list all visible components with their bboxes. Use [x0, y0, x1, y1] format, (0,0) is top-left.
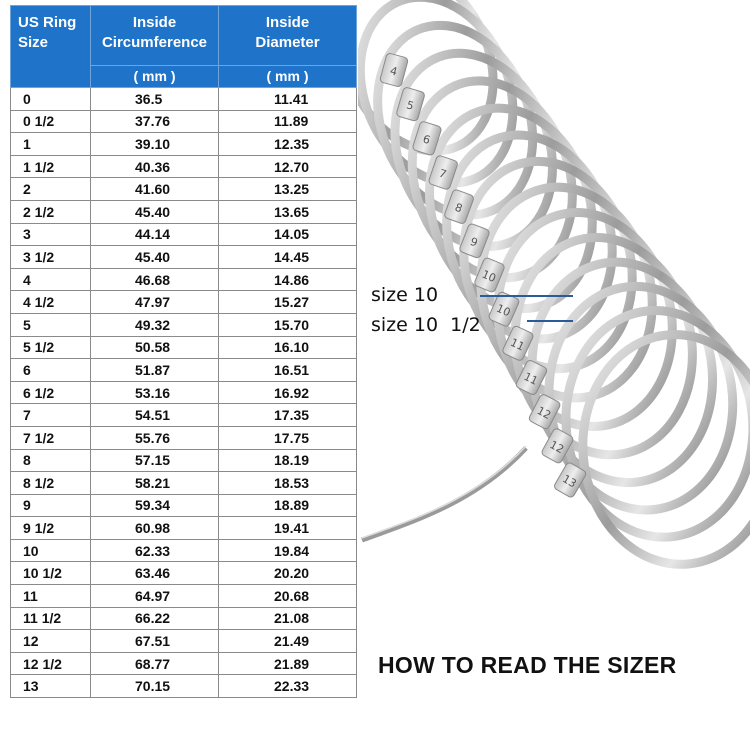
cell-ring-size: 9	[11, 494, 91, 517]
cell-diameter: 20.20	[219, 562, 357, 585]
cell-ring-size: 8 1/2	[11, 472, 91, 495]
cell-diameter: 16.92	[219, 381, 357, 404]
size-tag-number: 5	[404, 98, 416, 113]
cell-diameter: 14.05	[219, 223, 357, 246]
cell-ring-size: 6 1/2	[11, 381, 91, 404]
cell-ring-size: 10 1/2	[11, 562, 91, 585]
cell-ring-size: 3 1/2	[11, 246, 91, 269]
cell-ring-size: 4 1/2	[11, 291, 91, 314]
table-row	[11, 359, 357, 382]
cell-circumference: 50.58	[91, 336, 219, 359]
size-tag-number: 6	[421, 132, 432, 148]
size-tag-number: 13	[560, 472, 579, 491]
table-row	[11, 200, 357, 223]
table-row	[11, 404, 357, 427]
size-tag-number: 9	[468, 234, 480, 250]
cell-ring-size: 5	[11, 313, 91, 336]
table-row	[11, 585, 357, 608]
cell-diameter: 20.68	[219, 585, 357, 608]
cell-circumference: 51.87	[91, 359, 219, 382]
cell-circumference: 47.97	[91, 291, 219, 314]
cell-ring-size: 12 1/2	[11, 652, 91, 675]
cell-circumference: 62.33	[91, 539, 219, 562]
connecting-cable-highlight	[362, 446, 526, 538]
cell-circumference: 44.14	[91, 223, 219, 246]
cell-ring-size: 5 1/2	[11, 336, 91, 359]
table-row	[11, 675, 357, 698]
table-row	[11, 472, 357, 495]
ring-size-table-container	[10, 5, 356, 698]
cell-circumference: 41.60	[91, 178, 219, 201]
size-10-half-label: size 10 1/2	[371, 314, 481, 336]
cell-diameter: 21.49	[219, 630, 357, 653]
size-10-half-pointer	[527, 320, 573, 322]
cell-circumference: 36.5	[91, 88, 219, 111]
table-row	[11, 178, 357, 201]
table-row	[11, 223, 357, 246]
cell-circumference: 53.16	[91, 381, 219, 404]
cell-circumference: 45.40	[91, 200, 219, 223]
cell-circumference: 57.15	[91, 449, 219, 472]
header-inside-circumference	[91, 6, 219, 66]
table-row	[11, 268, 357, 291]
ring-size-table	[10, 5, 357, 698]
cell-circumference: 49.32	[91, 313, 219, 336]
cell-ring-size: 7	[11, 404, 91, 427]
cell-diameter: 11.41	[219, 88, 357, 111]
cell-diameter: 16.51	[219, 359, 357, 382]
cell-diameter: 17.75	[219, 426, 357, 449]
cell-diameter: 21.89	[219, 652, 357, 675]
cell-circumference: 40.36	[91, 155, 219, 178]
cell-diameter: 11.89	[219, 110, 357, 133]
cell-circumference: 58.21	[91, 472, 219, 495]
table-row	[11, 313, 357, 336]
size-10-label: size 10	[371, 284, 439, 306]
how-to-read-caption: HOW TO READ THE SIZER	[378, 652, 677, 678]
cell-ring-size: 8	[11, 449, 91, 472]
cell-diameter: 16.10	[219, 336, 357, 359]
table-row	[11, 336, 357, 359]
cell-ring-size: 4	[11, 268, 91, 291]
cell-ring-size: 2	[11, 178, 91, 201]
table-row	[11, 652, 357, 675]
table-row	[11, 630, 357, 653]
cell-diameter: 18.53	[219, 472, 357, 495]
cell-diameter: 13.25	[219, 178, 357, 201]
table-row	[11, 539, 357, 562]
cell-ring-size: 11	[11, 585, 91, 608]
cell-ring-size: 12	[11, 630, 91, 653]
cell-diameter: 19.84	[219, 539, 357, 562]
size-tag-number: 11	[508, 335, 527, 354]
cell-ring-size: 1	[11, 133, 91, 156]
table-row	[11, 607, 357, 630]
table-row	[11, 381, 357, 404]
cell-circumference: 63.46	[91, 562, 219, 585]
table-row	[11, 291, 357, 314]
table-row	[11, 494, 357, 517]
table-header-row	[11, 6, 357, 66]
cell-circumference: 59.34	[91, 494, 219, 517]
cell-circumference: 37.76	[91, 110, 219, 133]
cell-ring-size: 11 1/2	[11, 607, 91, 630]
table-row	[11, 110, 357, 133]
cell-diameter: 21.08	[219, 607, 357, 630]
size-10-pointer	[480, 295, 573, 297]
connecting-cable	[362, 448, 526, 540]
cell-diameter: 13.65	[219, 200, 357, 223]
header-size-line-1: US Ring	[18, 14, 77, 31]
cell-diameter: 18.89	[219, 494, 357, 517]
cell-diameter: 14.45	[219, 246, 357, 269]
header-dia-line-1: Inside	[265, 14, 310, 31]
size-tag-number: 11	[521, 369, 540, 388]
cell-circumference: 68.77	[91, 652, 219, 675]
size-tag-number: 12	[547, 438, 567, 457]
size-tag-number: 12	[534, 403, 554, 422]
cell-circumference: 67.51	[91, 630, 219, 653]
header-circ-line-1: Inside	[132, 14, 177, 31]
cell-ring-size: 3	[11, 223, 91, 246]
header-us-ring-size	[11, 6, 91, 88]
cell-diameter: 14.86	[219, 268, 357, 291]
size-tag-number: 10	[479, 267, 498, 286]
cell-circumference: 45.40	[91, 246, 219, 269]
header-dia-line-2: Diameter	[255, 34, 320, 51]
table-row	[11, 426, 357, 449]
cell-circumference: 54.51	[91, 404, 219, 427]
cell-diameter: 15.70	[219, 313, 357, 336]
table-row	[11, 155, 357, 178]
header-inside-diameter	[219, 6, 357, 66]
cell-circumference: 39.10	[91, 133, 219, 156]
size-tag-number: 4	[388, 64, 399, 79]
unit-diameter: ( mm )	[219, 66, 357, 88]
table-row	[11, 517, 357, 540]
cell-diameter: 17.35	[219, 404, 357, 427]
header-size-line-2: Size	[18, 34, 49, 51]
size-tag-number: 10	[494, 301, 513, 320]
cell-ring-size: 10	[11, 539, 91, 562]
cell-ring-size: 1 1/2	[11, 155, 91, 178]
cell-diameter: 12.70	[219, 155, 357, 178]
cell-diameter: 12.35	[219, 133, 357, 156]
cell-circumference: 60.98	[91, 517, 219, 540]
cell-ring-size: 6	[11, 359, 91, 382]
cell-ring-size: 9 1/2	[11, 517, 91, 540]
cell-ring-size: 0	[11, 88, 91, 111]
table-row	[11, 133, 357, 156]
cell-ring-size: 13	[11, 675, 91, 698]
size-tag-number: 8	[453, 200, 465, 216]
table-body	[11, 88, 357, 698]
cell-circumference: 55.76	[91, 426, 219, 449]
cell-diameter: 19.41	[219, 517, 357, 540]
cell-diameter: 15.27	[219, 291, 357, 314]
table-row	[11, 449, 357, 472]
size-tag-number: 7	[437, 166, 449, 182]
cell-ring-size: 2 1/2	[11, 200, 91, 223]
header-circ-line-2: Circumference	[101, 34, 208, 51]
unit-circumference: ( mm )	[91, 66, 219, 88]
table-row	[11, 246, 357, 269]
table-row	[11, 562, 357, 585]
cell-diameter: 22.33	[219, 675, 357, 698]
cell-circumference: 46.68	[91, 268, 219, 291]
table-row	[11, 88, 357, 111]
cell-diameter: 18.19	[219, 449, 357, 472]
cell-circumference: 70.15	[91, 675, 219, 698]
cell-circumference: 66.22	[91, 607, 219, 630]
cell-circumference: 64.97	[91, 585, 219, 608]
cell-ring-size: 7 1/2	[11, 426, 91, 449]
cell-ring-size: 0 1/2	[11, 110, 91, 133]
